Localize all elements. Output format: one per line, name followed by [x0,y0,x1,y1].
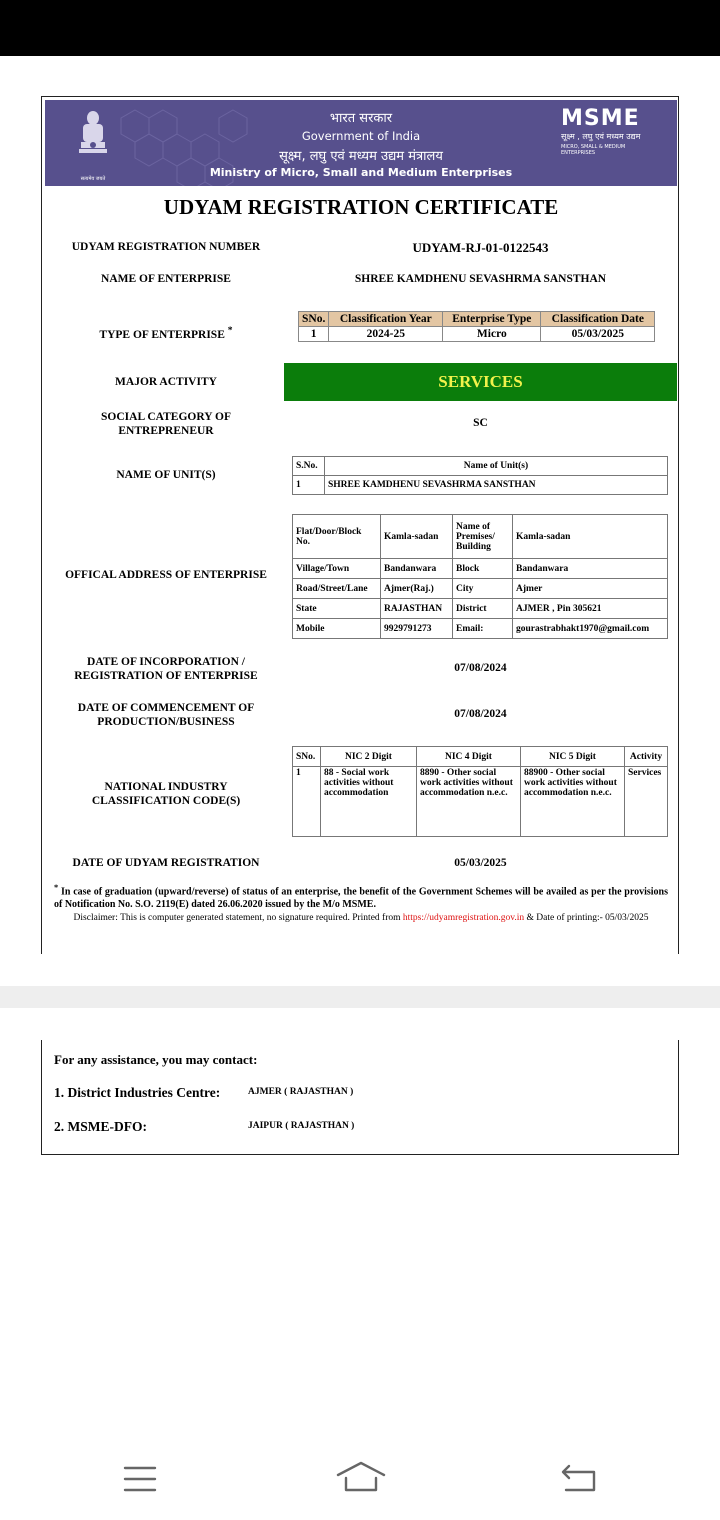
table-cell: Bandanwara [513,559,668,579]
home-icon[interactable] [335,1460,387,1496]
dic-label: 1. District Industries Centre: [54,1085,221,1100]
nic-label [52,780,280,808]
footnote [54,881,668,911]
table-cell: City [453,579,513,599]
msme-logo-word: MSME [561,106,640,131]
table-cell: Bandanwara [381,559,453,579]
table-cell: 8890 - Other social work activities without accommodation n.e.c. [417,767,521,837]
back-icon[interactable] [558,1462,598,1496]
navigation-bar [0,1440,720,1520]
table-header-cell: SNo. [293,747,321,767]
disclaimer-print-date: & Date of printing:- 05/03/2025 [526,913,649,923]
type-label-star: * [227,325,233,336]
contact-heading: For any assistance, you may contact: [54,1052,258,1067]
address-table [292,514,668,639]
type-label-text: TYPE OF ENTERPRISE [99,328,225,341]
table-cell: Kamla-sadan [513,515,668,559]
table-cell: Ajmer [513,579,668,599]
commencement-label [52,701,280,729]
hindi-government-text: भारत सरकार [329,111,393,126]
udyam-date-value: 05/03/2025 [454,857,507,869]
table-cell: 1 [293,476,325,495]
nic-label-line: NATIONAL INDUSTRY [104,781,228,793]
classification-table [298,311,655,342]
table-header-cell: S.No. [293,457,325,476]
major-activity-label: MAJOR ACTIVITY [115,376,217,388]
footnote-text: In case of graduation (upward/reverse) of status of an enterprise, the benefit of the Government Schemes will be availed as per the provisions of Notification No. S.O. 2119(E) dated 26.06.2020 issued by the M/o MSME. [54,886,669,911]
table-cell: Ajmer(Raj.) [381,579,453,599]
social-category-label-line: ENTREPRENEUR [118,425,214,437]
commencement-label-line: DATE OF COMMENCEMENT OF [77,702,255,714]
table-cell: 88 - Social work activities without accommodation [321,767,417,837]
udyam-date-label: DATE OF UDYAM REGISTRATION [72,857,260,869]
disclaimer [54,912,668,924]
table-cell: RAJASTHAN [381,599,453,619]
table-header-cell: Enterprise Type [443,312,541,327]
contact-box [41,1040,679,1155]
government-of-india-text: Government of India [301,129,421,143]
table-header-row [299,312,655,327]
table-cell: District [453,599,513,619]
incorporation-label-line: REGISTRATION OF ENTERPRISE [74,670,258,682]
social-category-label [52,410,280,438]
certificate-header [45,100,677,186]
table-cell: 2024-25 [329,327,443,342]
table-header-cell: Classification Year [329,312,443,327]
table-cell: Email: [453,619,513,639]
table-cell: Village/Town [293,559,381,579]
table-cell: State [293,599,381,619]
table-header-cell: SNo. [299,312,329,327]
units-label: NAME OF UNIT(S) [116,469,216,481]
table-header-cell: NIC 4 Digit [417,747,521,767]
emblem-caption: सत्यमेव जयते [80,176,106,182]
table-row [293,559,668,579]
major-activity-value: SERVICES [284,363,677,401]
dfo-value: JAIPUR ( RAJASTHAN ) [248,1121,355,1131]
table-cell: 05/03/2025 [541,327,655,342]
social-category-value: SC [473,417,488,429]
status-bar [0,0,720,56]
commencement-label-line: PRODUCTION/BUSINESS [97,716,235,728]
table-row [293,476,668,495]
table-header-cell: Classification Date [541,312,655,327]
table-cell: 1 [293,767,321,837]
msme-logo [561,108,659,156]
table-cell: SHREE KAMDHENU SEVASHRMA SANSTHAN [325,476,668,495]
msme-logo-english: MICRO, SMALL & MEDIUM ENTERPRISES [561,144,626,156]
enterprise-name-value: SHREE KAMDHENU SEVASHRMA SANSTHAN [354,273,607,285]
nic-table [292,746,668,837]
menu-icon[interactable] [122,1464,158,1494]
incorporation-label-line: DATE OF INCORPORATION / [87,656,245,668]
table-cell: gourastrabhakt1970@gmail.com [513,619,668,639]
reg-number-value: UDYAM-RJ-01-0122543 [412,240,549,255]
reg-number-label: UDYAM REGISTRATION NUMBER [71,241,261,253]
table-row [293,767,668,837]
enterprise-name-label: NAME OF ENTERPRISE [101,273,231,285]
table-row [293,599,668,619]
table-cell: Mobile [293,619,381,639]
table-header-cell: NIC 2 Digit [321,747,417,767]
table-cell: 88900 - Other social work activities without accommodation n.e.c. [521,767,625,837]
page-separator [0,986,720,1008]
incorporation-date: 07/08/2024 [454,662,507,674]
udyam-registration-link[interactable]: https://udyamregistration.gov.in [402,913,525,923]
table-header-cell: Name of Unit(s) [325,457,668,476]
incorporation-label [52,655,280,683]
table-cell: Block [453,559,513,579]
msme-logo-hindi: सूक्ष्म , लघु एवं मध्यम उद्यम [561,132,641,141]
footnote-star: * [54,883,59,892]
nic-label-line: CLASSIFICATION CODE(S) [91,795,241,807]
certificate-page [41,96,679,954]
units-table [292,456,668,495]
address-label: OFFICAL ADDRESS OF ENTERPRISE [65,569,267,581]
table-cell: Micro [443,327,541,342]
table-header-cell: Activity [625,747,668,767]
table-row [299,327,655,342]
table-cell: 1 [299,327,329,342]
dic-value: AJMER ( RAJASTHAN ) [248,1087,354,1097]
table-row [293,619,668,639]
table-cell: Flat/Door/Block No. [293,515,381,559]
table-cell: 9929791273 [381,619,453,639]
table-header-row [293,457,668,476]
dfo-label: 2. MSME-DFO: [54,1119,147,1134]
ministry-english-text: Ministry of Micro, Small and Medium Enterprises [209,166,513,179]
disclaimer-text: Disclaimer: This is computer generated statement, no signature required. Printed from [73,913,401,923]
ministry-hindi-text: सूक्ष्म, लघु एवं मध्यम उद्यम मंत्रालय [279,149,443,164]
social-category-label-line: SOCIAL CATEGORY OF [101,411,231,423]
table-cell: AJMER , Pin 305621 [513,599,668,619]
certificate-title: UDYAM REGISTRATION CERTIFICATE [163,195,559,219]
table-cell: Road/Street/Lane [293,579,381,599]
table-row [293,515,668,559]
table-header-cell: NIC 5 Digit [521,747,625,767]
table-cell: Services [625,767,668,837]
table-header-row [293,747,668,767]
table-cell: Kamla-sadan [381,515,453,559]
table-cell: Name of Premises/ Building [453,515,513,559]
type-of-enterprise-label [52,325,280,341]
table-row [293,579,668,599]
commencement-date: 07/08/2024 [454,708,507,720]
